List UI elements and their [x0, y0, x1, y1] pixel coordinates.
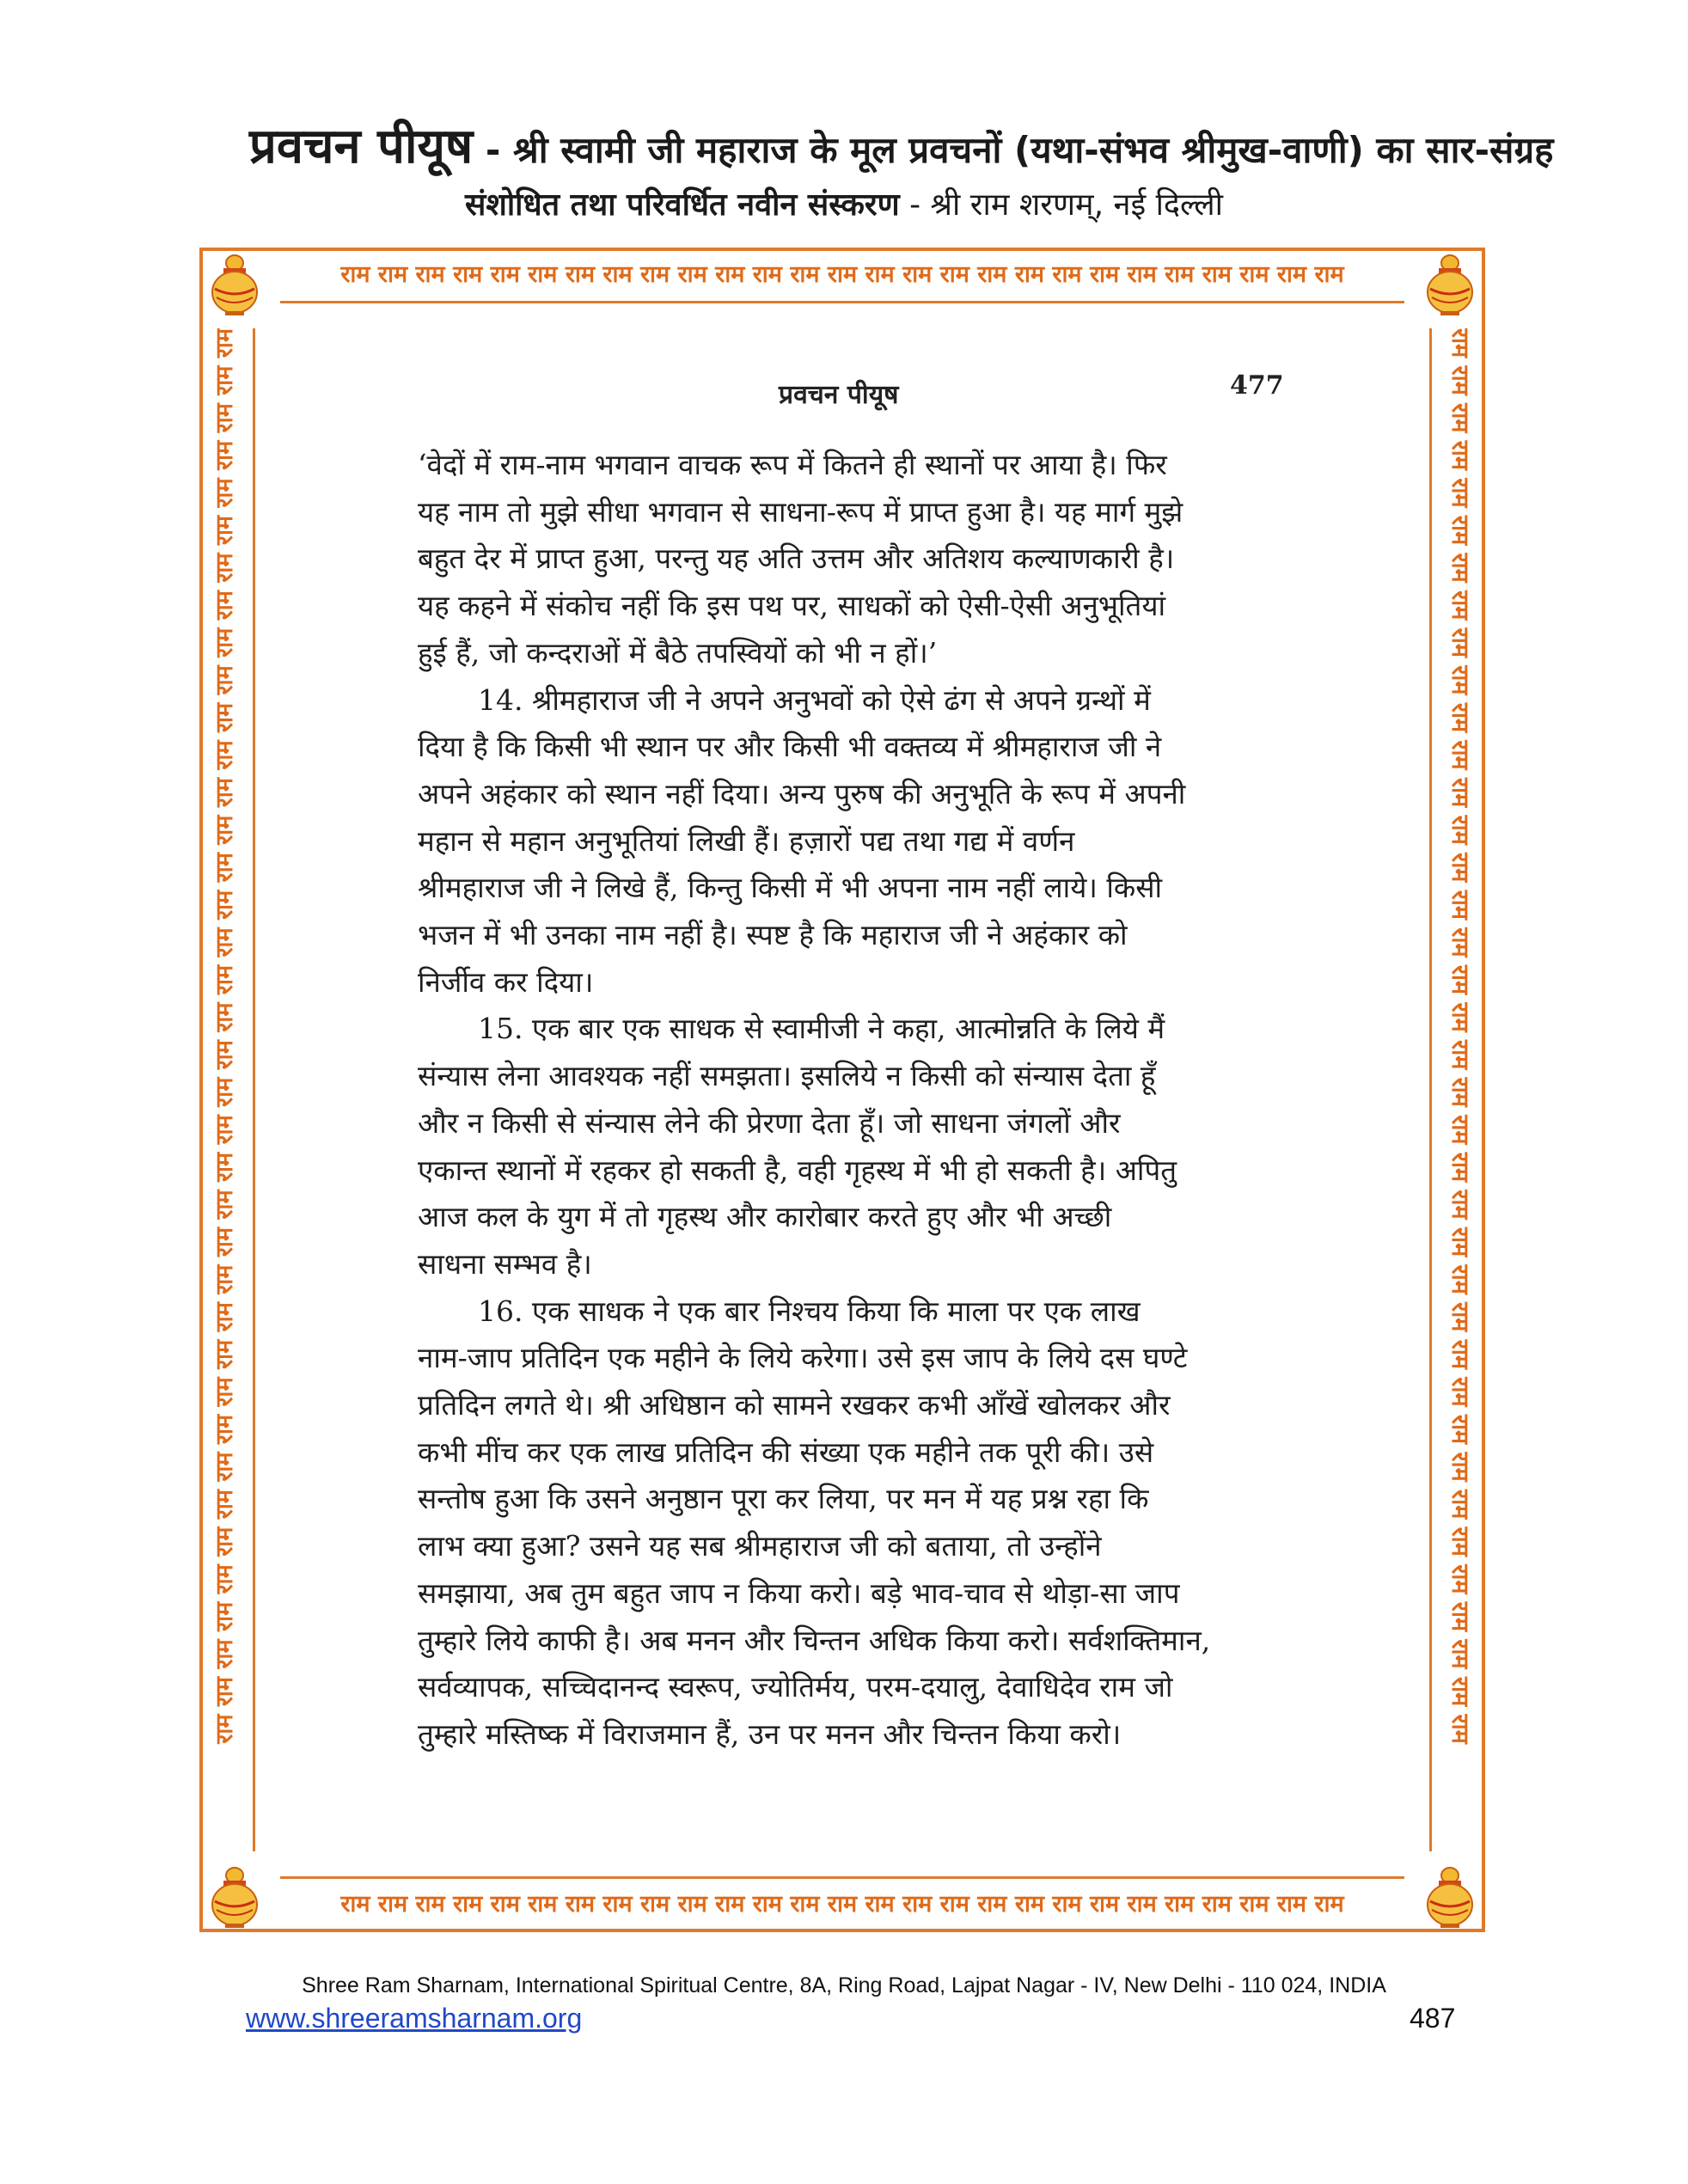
text-line: निर्जीव कर दिया।: [418, 964, 594, 999]
kalash-corner-icon: [1422, 1863, 1478, 1929]
kalash-corner-icon: [206, 251, 263, 316]
document-header-title: [249, 112, 1554, 177]
ram-border-right-text: राम राम राम राम राम राम राम राम राम राम राम राम राम राम राम राम राम राम राम राम राम राम राम राम राम राम राम राम राम राम राम राम राम राम राम राम राम राम: [1446, 328, 1473, 1744]
text-line: 15. एक बार एक साधक से स्वामीजी ने कहा, आत्मोन्नति के लिये मैं: [478, 1012, 1165, 1046]
text-line: यह नाम तो मुझे सीधा भगवान से साधना-रूप में प्राप्त हुआ है। यह मार्ग मुझे: [418, 494, 1183, 529]
text-line: आज कल के युग में तो गृहस्थ और कारोबार करते हुए और भी अच्छी: [418, 1200, 1112, 1234]
text-line: संन्यास लेना आवश्यक नहीं समझता। इसलिये न किसी को संन्यास देता हूँ: [418, 1059, 1156, 1093]
kalash-corner-icon: [206, 1863, 263, 1929]
text-line: ‘वेदों में राम-नाम भगवान वाचक रूप में कितने ही स्थानों पर आया है। फिर: [418, 448, 1167, 481]
ram-border-top: राम राम राम राम राम राम राम राम राम राम राम राम राम राम राम राम राम राम राम राम राम राम राम राम राम राम राम: [340, 261, 1344, 288]
text-line: नाम-जाप प्रतिदिन एक महीने के लिये करेगा। उसे इस जाप के लिये दस घण्टे: [418, 1341, 1188, 1375]
text-line: तुम्हारे मस्तिष्क में विराजमान हैं, उन पर मनन और चिन्तन किया करो।: [418, 1716, 1122, 1751]
text-line: सर्वव्यापक, सच्चिदानन्द स्वरूप, ज्योतिर्मय, परम-दयालु, देवाधिदेव राम जो: [418, 1670, 1173, 1704]
kalash-corner-icon: [1422, 251, 1478, 316]
text-line: यह कहने में संकोच नहीं कि इस पथ पर, साधकों को ऐसी-ऐसी अनुभूतियां: [418, 589, 1166, 623]
text-line: कभी मींच कर एक लाख प्रतिदिन की संख्या एक महीने तक पूरी की। उसे: [418, 1435, 1154, 1469]
text-line: और न किसी से संन्यास लेने की प्रेरणा देता हूँ। जो साधना जंगलों और: [418, 1105, 1121, 1140]
document-header-subtitle: [0, 182, 1688, 224]
text-line: महान से महान अनुभूतियां लिखी हैं। हज़ारों पद्य तथा गद्य में वर्णन: [418, 823, 1075, 858]
frame-inner-line-left: [253, 328, 255, 1851]
text-line: एकान्त स्थानों में रहकर हो सकती है, वही गृहस्थ में भी हो सकती है। अपितु: [418, 1153, 1177, 1187]
ram-border-bottom: राम राम राम राम राम राम राम राम राम राम राम राम राम राम राम राम राम राम राम राम राम राम राम राम राम राम राम: [340, 1891, 1344, 1918]
text-line: अपने अहंकार को स्थान नहीं दिया। अन्य पुरुष की अनुभूति के रूप में अपनी: [418, 776, 1186, 811]
text-line: सन्तोष हुआ कि उसने अनुष्ठान पूरा कर लिया, पर मन में यह प्रश्न रहा कि: [418, 1482, 1149, 1516]
text-line: 14. श्रीमहाराज जी ने अपने अनुभवों को ऐसे ढंग से अपने ग्रन्थों में: [478, 682, 1151, 717]
frame-inner-line-bottom: [280, 1876, 1404, 1879]
footer-address: Shree Ram Sharnam, International Spiritual Centre, 8A, Ring Road, Lajpat Nagar - IV, New Delhi - 110 024, INDIA: [302, 1973, 1386, 1997]
text-line: साधना सम्भव है।: [418, 1246, 592, 1281]
running-title: प्रवचन पीयूष: [779, 380, 899, 410]
page-body-text: [418, 442, 1483, 1759]
header-title-rest: - श्री स्वामी जी महाराज के मूल प्रवचनों (यथा-संभव श्रीमुख-वाणी) का सार-संग्रह: [473, 129, 1554, 171]
ram-border-frame: [199, 248, 1485, 1932]
text-line: दिया है कि किसी भी स्थान पर और किसी भी वक्तव्य में श्रीमहाराज जी ने: [418, 730, 1162, 764]
text-line: श्रीमहाराज जी ने लिखे हैं, किन्तु किसी में भी अपना नाम नहीं लाये। किसी: [418, 871, 1163, 905]
text-line: तुम्हारे लिये काफी है। अब मनन और चिन्तन अधिक किया करो। सर्वशक्तिमान,: [418, 1623, 1211, 1657]
header-subtitle-rest: - श्री राम शरणम्, नई दिल्ली: [899, 187, 1223, 223]
frame-inner-line-top: [280, 301, 1404, 303]
text-line: समझाया, अब तुम बहुत जाप न किया करो। बड़े भाव-चाव से थोड़ा-सा जाप: [418, 1575, 1180, 1610]
book-page-number: 477: [1230, 370, 1284, 401]
text-line: लाभ क्या हुआ? उसने यह सब श्रीमहाराज जी को बताया, तो उन्होंने: [418, 1529, 1102, 1563]
header-subtitle-bold: संशोधित तथा परिवर्धित नवीन संस्करण: [465, 187, 900, 223]
text-line: 16. एक साधक ने एक बार निश्चय किया कि माला पर एक लाख: [478, 1294, 1141, 1328]
ram-border-left: [208, 328, 242, 1858]
pdf-page-number: 487: [1410, 2003, 1456, 2034]
header-title-main: प्रवचन पीयूष: [249, 119, 474, 174]
text-line: प्रतिदिन लगते थे। श्री अधिष्ठान को सामने रखकर कभी आँखें खोलकर और: [418, 1388, 1171, 1422]
text-line: भजन में भी उनका नाम नहीं है। स्पष्ट है कि महाराज जी ने अहंकार को: [418, 918, 1128, 952]
text-line: हुई हैं, जो कन्दराओं में बैठे तपस्वियों को भी न हों।’: [418, 635, 938, 670]
ram-border-left-text: राम राम राम राम राम राम राम राम राम राम राम राम राम राम राम राम राम राम राम राम राम राम राम राम राम राम राम राम राम राम राम राम राम राम राम राम राम राम: [211, 328, 238, 1744]
website-link[interactable]: www.shreeramsharnam.org: [246, 2003, 583, 2034]
text-line: बहुत देर में प्राप्त हुआ, परन्तु यह अति उत्तम और अतिशय कल्याणकारी है।: [418, 541, 1175, 576]
